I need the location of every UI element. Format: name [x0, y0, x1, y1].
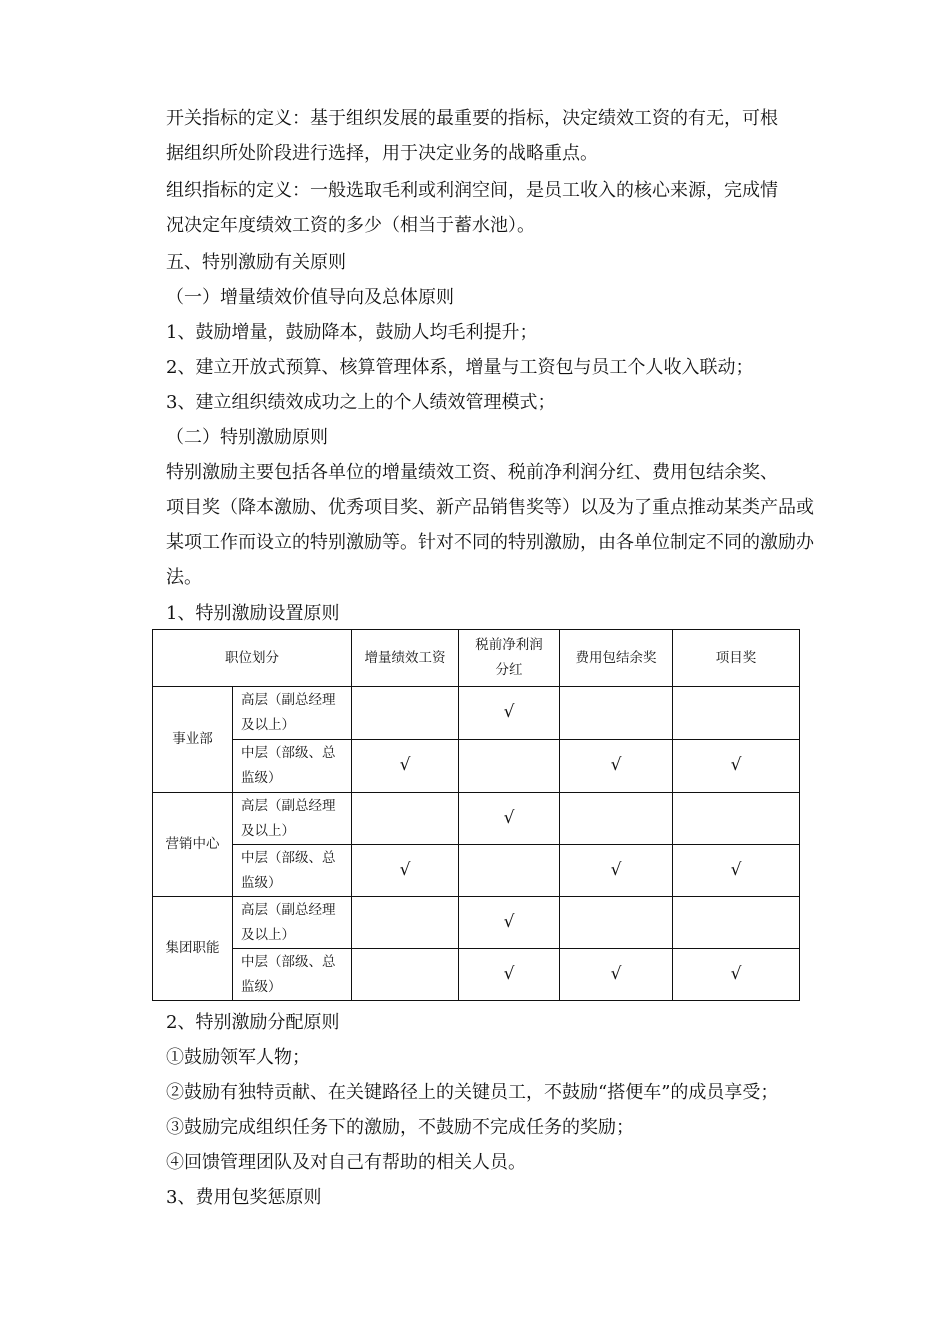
- mark-cell: [459, 793, 560, 845]
- incentive-table: [152, 629, 800, 1001]
- heading-expense-principle: 3、费用包奖惩原则: [166, 1187, 322, 1208]
- list-item: ②鼓励有独特贡献、在关键路径上的关键员工，不鼓励“搭便车”的成员享受；: [166, 1082, 779, 1103]
- mark-cell: [459, 897, 560, 949]
- header-profit-share-line1: 税前净利润: [475, 637, 543, 653]
- header-expense-bonus: 费用包结余奖: [560, 630, 673, 687]
- level-label-line: 监级）: [241, 978, 282, 995]
- checkmark-icon: √: [503, 911, 515, 932]
- checkmark-icon: √: [503, 963, 515, 984]
- mark-cell: [560, 845, 673, 897]
- level-cell: [233, 793, 352, 845]
- table-row: [153, 793, 800, 845]
- mark-cell: [673, 845, 800, 897]
- group-cell: 营销中心: [153, 793, 233, 897]
- mark-cell: [459, 740, 560, 793]
- level-cell: [233, 740, 352, 793]
- para-switch-indicator-line1: 开关指标的定义：基于组织发展的最重要的指标，决定绩效工资的有无，可根: [166, 108, 778, 129]
- mark-cell: [459, 687, 560, 740]
- table-header-row: [153, 630, 800, 687]
- mark-cell: [352, 793, 459, 845]
- checkmark-icon: √: [730, 755, 742, 775]
- level-label-line: 中层（部级、总: [241, 953, 336, 970]
- para-special-incentive-line3: 某项工作而设立的特别激励等。针对不同的特别激励，由各单位制定不同的激励办: [166, 532, 814, 553]
- mark-cell: [673, 740, 800, 793]
- subheading-1: （一）增量绩效价值导向及总体原则: [166, 287, 454, 308]
- table-row: [153, 949, 800, 1001]
- para-switch-indicator-line2: 据组织所处阶段进行选择，用于决定业务的战略重点。: [166, 143, 598, 164]
- mark-cell: [673, 793, 800, 845]
- list-item: 3、建立组织绩效成功之上的个人绩效管理模式；: [166, 392, 556, 413]
- table-row: [153, 740, 800, 793]
- para-org-indicator-line2: 况决定年度绩效工资的多少（相当于蓄水池）。: [166, 215, 535, 236]
- checkmark-icon: √: [610, 859, 622, 880]
- mark-cell: [352, 740, 459, 793]
- mark-cell: [560, 897, 673, 949]
- subheading-2: （二）特别激励原则: [166, 427, 328, 448]
- level-label-line: 中层（部级、总: [241, 849, 336, 866]
- level-label-line: 高层（副总经理: [241, 692, 336, 708]
- para-special-incentive-line4: 法。: [166, 567, 202, 588]
- checkmark-icon: √: [610, 755, 622, 775]
- level-label-line: 高层（副总经理: [241, 797, 336, 814]
- mark-cell: [673, 897, 800, 949]
- checkmark-icon: √: [730, 963, 742, 984]
- group-cell: 事业部: [153, 687, 233, 793]
- mark-cell: [560, 740, 673, 793]
- level-cell: [233, 897, 352, 949]
- checkmark-icon: √: [503, 702, 515, 722]
- mark-cell: [673, 687, 800, 740]
- checkmark-icon: √: [399, 859, 411, 880]
- list-item: ④回馈管理团队及对自己有帮助的相关人员。: [166, 1152, 526, 1173]
- level-cell: [233, 949, 352, 1001]
- list-item: 1、鼓励增量，鼓励降本，鼓励人均毛利提升；: [166, 322, 538, 343]
- level-label-line: 及以上）: [241, 822, 295, 839]
- para-org-indicator-line1: 组织指标的定义：一般选取毛利或利润空间，是员工收入的核心来源，完成情: [166, 180, 778, 201]
- header-profit-share-line2: 分红: [495, 662, 523, 678]
- heading-distribution: 2、特别激励分配原则: [166, 1012, 340, 1033]
- level-label-line: 中层（部级、总: [241, 745, 336, 761]
- level-cell: [233, 687, 352, 740]
- mark-cell: [459, 949, 560, 1001]
- checkmark-icon: √: [399, 755, 411, 775]
- mark-cell: [352, 949, 459, 1001]
- checkmark-icon: √: [503, 807, 515, 828]
- level-label-line: 监级）: [241, 874, 282, 891]
- level-label-line: 高层（副总经理: [241, 901, 336, 918]
- mark-cell: [459, 845, 560, 897]
- section-heading-5: 五、特别激励有关原则: [166, 252, 346, 273]
- table-row: [153, 845, 800, 897]
- group-cell: 集团职能: [153, 897, 233, 1001]
- mark-cell: [352, 845, 459, 897]
- level-label-line: 监级）: [241, 770, 282, 786]
- mark-cell: [352, 897, 459, 949]
- level-label-line: 及以上）: [241, 717, 295, 733]
- list-item: 2、建立开放式预算、核算管理体系，增量与工资包与员工个人收入联动；: [166, 357, 754, 378]
- mark-cell: [673, 949, 800, 1001]
- mark-cell: [560, 793, 673, 845]
- header-profit-share: [459, 630, 560, 687]
- list-item: ①鼓励领军人物；: [166, 1047, 310, 1068]
- table-row: [153, 687, 800, 740]
- level-cell: [233, 845, 352, 897]
- header-incremental-pay: 增量绩效工资: [352, 630, 459, 687]
- list-item: ③鼓励完成组织任务下的激励，不鼓励不完成任务的奖励；: [166, 1117, 634, 1138]
- para-special-incentive-line2: 项目奖（降本激励、优秀项目奖、新产品销售奖等）以及为了重点推动某类产品或: [166, 497, 814, 518]
- header-project-bonus: 项目奖: [673, 630, 800, 687]
- para-special-incentive-line1: 特别激励主要包括各单位的增量绩效工资、税前净利润分红、费用包结余奖、: [166, 462, 778, 483]
- checkmark-icon: √: [610, 963, 622, 984]
- header-position: 职位划分: [153, 630, 352, 687]
- checkmark-icon: √: [730, 859, 742, 880]
- mark-cell: [560, 949, 673, 1001]
- mark-cell: [560, 687, 673, 740]
- mark-cell: [352, 687, 459, 740]
- level-label-line: 及以上）: [241, 926, 295, 943]
- heading-incentive-setting: 1、特别激励设置原则: [166, 603, 340, 624]
- table-row: [153, 897, 800, 949]
